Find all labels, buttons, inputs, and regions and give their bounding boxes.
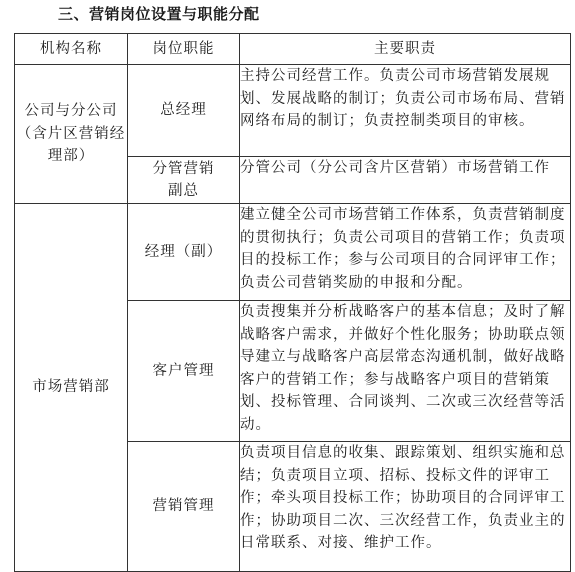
section-heading: 三、营销岗位设置与职能分配 bbox=[58, 5, 260, 23]
department-cell: 市场营销部 bbox=[15, 204, 128, 572]
position-duty-table bbox=[14, 33, 571, 572]
table-row bbox=[15, 204, 571, 301]
position-cell: 营销管理 bbox=[128, 442, 240, 572]
duties-cell: 负责搜集并分析战略客户的基本信息；及时了解战略客户需求，并做好个性化服务；协助联点领导建立与战略客户高层常态沟通机制，做好战略客户的营销工作；参与战略客户项目的营销策划、投标管理、合同谈判、二次或三次经营等活动。 bbox=[240, 301, 571, 442]
position-cell: 经理（副） bbox=[128, 204, 240, 301]
duties-cell: 主持公司经营工作。负责公司市场营销发展规划、发展战略的制订；负责公司市场布局、营销网络布局的制订；负责控制类项目的审核。 bbox=[240, 65, 571, 157]
header-position: 岗位职能 bbox=[128, 34, 240, 65]
header-duties: 主要职责 bbox=[240, 34, 571, 65]
duties-cell: 分管公司（分公司含片区营销）市场营销工作 bbox=[240, 157, 571, 204]
department-cell: 公司与分公司（含片区营销经理部） bbox=[15, 65, 128, 204]
header-department: 机构名称 bbox=[15, 34, 128, 65]
duties-cell: 负责项目信息的收集、跟踪策划、组织实施和总结；负责项目立项、招标、投标文件的评审工作；牵头项目投标工作；协助项目的合同评审工作；协助项目二次、三次经营工作，负责业主的日常联系、对接、维护工作。 bbox=[240, 442, 571, 572]
position-cell: 总经理 bbox=[128, 65, 240, 157]
position-cell: 分管营销副总 bbox=[128, 157, 240, 204]
position-cell: 客户管理 bbox=[128, 301, 240, 442]
table-header-row bbox=[15, 34, 571, 65]
duties-cell: 建立健全公司市场营销工作体系，负责营销制度的贯彻执行；负责公司项目的营销工作；负责项目的投标工作；参与公司项目的合同评审工作；负责公司营销奖励的申报和分配。 bbox=[240, 204, 571, 301]
table-row bbox=[15, 65, 571, 157]
